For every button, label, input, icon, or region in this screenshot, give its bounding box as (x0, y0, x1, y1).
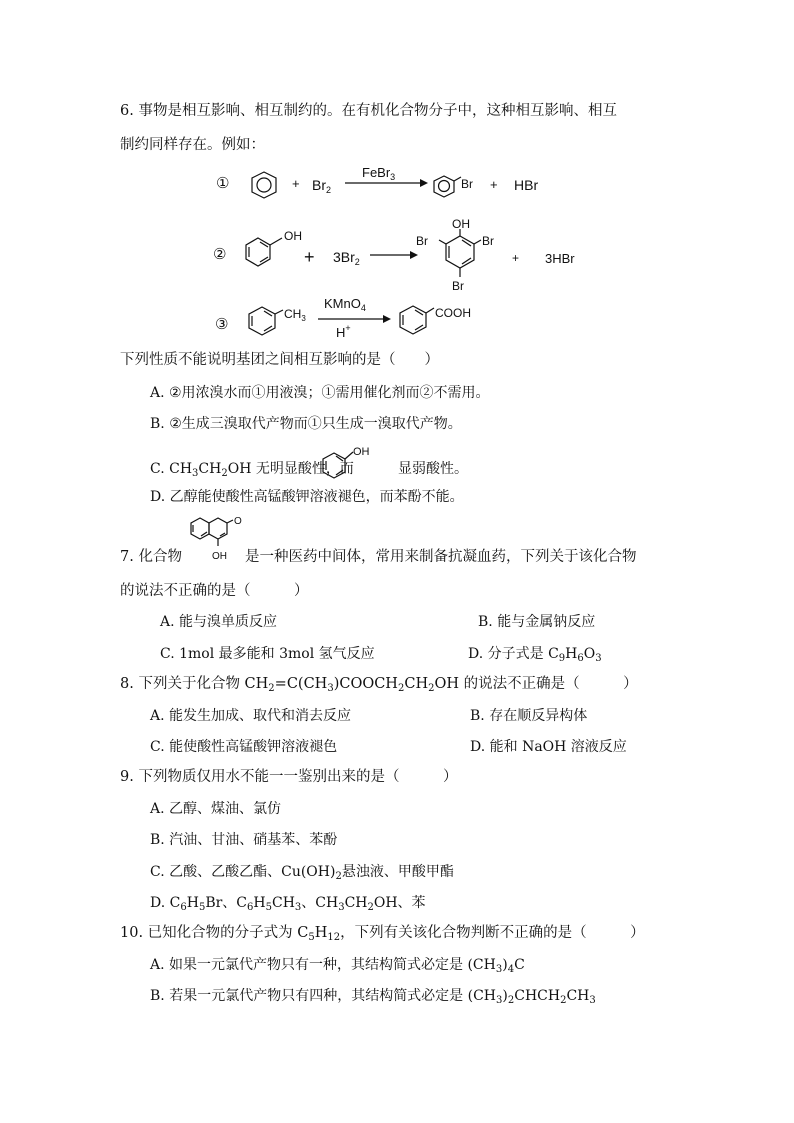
r2-product-oh: OH (452, 217, 470, 231)
q7-option-d: D. 分子式是 $C_9H_6O_3$ (468, 646, 602, 664)
q9-option-d: D. $C_6H_5Br$、$C_6H_5CH_3$、$CH_3CH_2OH$、苯 (150, 895, 426, 913)
r2-reagent: $3Br_2$ (333, 249, 360, 267)
q9-stem: 9. 下列物质仅用水不能一一鉴别出来的是（ ） (120, 769, 458, 785)
r2-product-br-right: Br (482, 234, 494, 248)
r3-ch3: $CH_3$ (284, 307, 306, 323)
q8-option-c: C. 能使酸性高锰酸钾溶液褪色 (150, 739, 338, 755)
r2-product-br-bottom: Br (452, 279, 464, 293)
q7-option-c: C. 1mol 最多能和 3mol 氢气反应 (160, 646, 375, 662)
r3-number: ③ (215, 316, 229, 333)
r1-reagent: $Br_2$ (312, 177, 332, 195)
q7-option-b: B. 能与金属钠反应 (478, 614, 596, 630)
q6-line2: 制约同样存在。例如： (120, 137, 265, 153)
q9-option-b: B. 汽油、甘油、硝基苯、苯酚 (150, 832, 338, 848)
q7-pyranone-ring (209, 518, 227, 539)
r1-arrowhead (420, 179, 428, 187)
q6-option-d: D. 乙醇能使酸性高锰酸钾溶液褪色，而苯酚不能。 (150, 489, 464, 505)
r1-plus: + (292, 176, 300, 191)
q7-stem-pre: 7. 化合物 (120, 549, 182, 565)
q6-option-a: A. ②用浓溴水而①用液溴；①需用催化剂而②不需用。 (150, 385, 490, 401)
q6-option-c-post: 显弱酸性。 (398, 461, 468, 477)
r1-product-ring (434, 176, 454, 197)
q10-option-a: A. 如果一元氯代产物只有一种，其结构简式必定是 $(CH_3)_4C$ (150, 957, 525, 975)
q6-option-c-pre: C. $CH_3CH_2OH$ 无明显酸性，而 (150, 461, 354, 479)
q8-option-b: B. 存在顺反异构体 (470, 708, 588, 724)
q7-line2: 的说法不正确的是（ ） (120, 583, 309, 599)
r3-arrowhead (383, 315, 391, 323)
q10-option-b: B. 若果一元氯代产物只有四种，其结构简式必定是 $(CH_3)_2CHCH_2CH_3$ (150, 988, 596, 1006)
r2-plus: + (304, 247, 315, 267)
q9-option-c: C. 乙酸、乙酸乙酯、$Cu(OH)_2$悬浊液、甲酸甲酯 (150, 864, 454, 882)
q7-option-a: A. 能与溴单质反应 (160, 614, 278, 630)
r3-oxidant: KMnO$_4$ (324, 296, 366, 313)
r2-plus2: + (512, 251, 520, 265)
r2-product-ring (446, 236, 474, 268)
r2-byproduct: 3HBr (545, 251, 575, 266)
r2-arrowhead (410, 251, 418, 259)
r3-toluene-ring (249, 307, 275, 335)
r2-number: ② (213, 246, 227, 263)
r1-byproduct: HBr (514, 177, 539, 193)
q7-benzo-ring (191, 518, 209, 539)
q6-line1: 6. 事物是相互影响、相互制约的。在有机化合物分子中，这种相互影响、相互 (120, 103, 617, 119)
r3-acid: H+ (336, 323, 351, 340)
q7-stem-post: 是一种医药中间体，常用来制备抗凝血药，下列关于该化合物 (245, 549, 637, 565)
q6-option-b: B. ②生成三溴取代产物而①只生成一溴取代产物。 (150, 416, 462, 432)
q8-option-a: A. 能发生加成、取代和消去反应 (150, 708, 352, 724)
q9-option-a: A. 乙醇、煤油、氯仿 (150, 801, 282, 817)
r2-phenol-ring (246, 238, 270, 266)
r1-product-br: Br (461, 177, 473, 191)
opt-c-phenol-oh: OH (353, 446, 370, 458)
r2-product-br-left: Br (416, 234, 428, 248)
r1-number: ① (216, 175, 230, 192)
q6-stem: 下列性质不能说明基团之间相互影响的是（ ） (120, 352, 439, 368)
r3-product-cooh: COOH (435, 306, 471, 320)
r1-benzene-ring (252, 172, 276, 198)
r1-plus2: + (490, 177, 498, 192)
r3-product-ring (400, 306, 426, 334)
q7-struct-o: O (234, 516, 242, 527)
q8-option-d: D. 能和 NaOH 溶液反应 (470, 739, 627, 755)
q8-stem: 8. 下列关于化合物 $CH_2=C(CH_3)COOCH_2CH_2OH$ 的说法不正确是（ ） (120, 676, 638, 694)
q7-struct-oh: OH (212, 551, 227, 562)
r2-oh: OH (284, 229, 302, 243)
r1-catalyst: FeBr$_3$ (362, 165, 396, 182)
q10-stem: 10. 已知化合物的分子式为 $C_5H_{12}$，下列有关该化合物判断不正确的是（ ） (120, 925, 645, 943)
